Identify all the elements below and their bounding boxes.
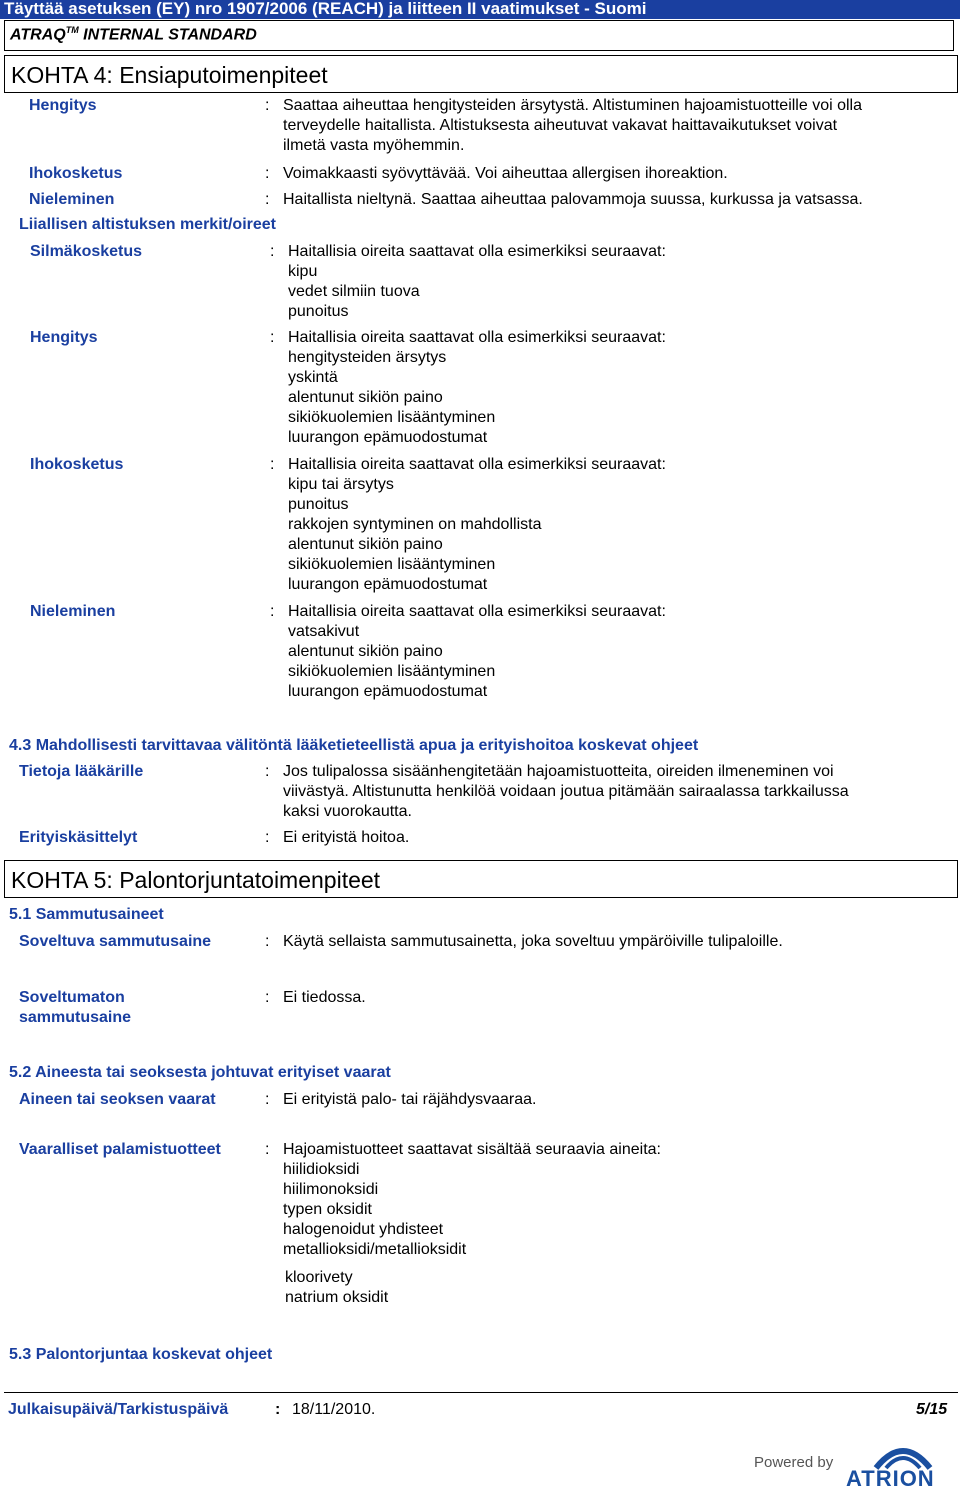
subsection-5-1-title: 5.1 Sammutusaineet xyxy=(9,906,164,923)
symptom-label-skin: Ihokosketus xyxy=(30,456,124,473)
medical-treatment-text: Ei erityistä hoitoa. xyxy=(283,829,410,846)
colon: : xyxy=(270,603,275,620)
medical-physician-text: Jos tulipalossa sisäänhengitetään hajoamistuotteita, oireiden ilmeneminen voi viivästyä. Altistunutta henkilöä voidaan joutua pitämään sairaalassa tarkkailussa kaksi vuorokautta. xyxy=(283,763,849,820)
symptom-skin-text: Haitallisia oireita saattavat olla esimerkiksi seuraavat: kipu tai ärsytys punoitus rakkojen syntyminen on mahdollista alentunut sikiön paino sikiökuolemien lisääntyminen luurangon epämuodostumat xyxy=(288,456,666,593)
regulation-text: Täyttää asetuksen (EY) nro 1907/2006 (REACH) ja liitteen II vaatimukset - Suomi xyxy=(4,0,647,18)
symptom-label-ingestion: Nieleminen xyxy=(30,603,116,620)
footer-colon: : xyxy=(275,1401,281,1418)
symptom-ingestion-text: Haitallisia oireita saattavat olla esimerkiksi seuraavat: vatsakivut alentunut sikiön paino sikiökuolemien lisääntyminen luurangon epämuodostumat xyxy=(288,603,666,700)
section-5-header xyxy=(4,860,958,898)
footer-date-label: Julkaisupäivä/Tarkistuspäivä xyxy=(8,1401,229,1418)
page-number: 5/15 xyxy=(916,1401,948,1418)
overexposure-title: Liiallisen altistuksen merkit/oireet xyxy=(19,216,276,233)
colon: : xyxy=(265,1091,270,1108)
combustion-products-label: Vaaralliset palamistuotteet xyxy=(19,1141,221,1158)
unsuitable-media-label: Soveltumaton sammutusaine xyxy=(19,989,132,1026)
suitable-media-value: Käytä sellaista sammutusainetta, joka soveltuu ympäröiville tulipaloille. xyxy=(283,933,783,950)
colon: : xyxy=(270,243,275,260)
subsection-5-3-title: 5.3 Palontorjuntaa koskevat ohjeet xyxy=(9,1346,273,1363)
colon: : xyxy=(265,763,270,780)
first-aid-label-skin: Ihokosketus xyxy=(29,165,123,182)
symptom-eye-text: Haitallisia oireita saattavat olla esimerkiksi seuraavat: kipu vedet silmiin tuova punoitus xyxy=(288,243,666,320)
atrion-logo-text: ATRION xyxy=(846,1466,935,1491)
first-aid-skin-text: Voimakkaasti syövyttävää. Voi aiheuttaa allergisen ihoreaktion. xyxy=(283,165,728,182)
first-aid-label-ingestion: Nieleminen xyxy=(29,191,115,208)
colon: : xyxy=(270,456,275,473)
colon: : xyxy=(265,1141,270,1158)
hazards-label: Aineen tai seoksen vaarat xyxy=(19,1091,216,1108)
symptom-label-eye: Silmäkosketus xyxy=(30,243,143,260)
colon: : xyxy=(265,97,270,114)
colon: : xyxy=(265,165,270,182)
hazards-value: Ei erityistä palo- tai räjähdysvaaraa. xyxy=(283,1091,537,1108)
medical-label-physician: Tietoja lääkärille xyxy=(19,763,144,780)
product-name: ATRAQ™ INTERNAL STANDARD xyxy=(10,25,257,44)
medical-label-treatment: Erityiskäsittelyt xyxy=(19,829,138,846)
unsuitable-media-value: Ei tiedossa. xyxy=(283,989,366,1006)
combustion-products-list: Hajoamistuotteet saattavat sisältää seuraavia aineita: hiilidioksidi hiilimonoksidi typen oksidit halogenoidut yhdisteet metallioksidi/metallioksidit xyxy=(283,1141,661,1258)
symptom-inhalation-text: Haitallisia oireita saattavat olla esimerkiksi seuraavat: hengitysteiden ärsytys yskintä alentunut sikiön paino sikiökuolemien lisääntyminen luurangon epämuodostumat xyxy=(288,329,666,446)
footer-divider xyxy=(4,1392,958,1393)
section-5-title: KOHTA 5: Palontorjuntatoimenpiteet xyxy=(11,867,381,893)
subsection-5-2-title: 5.2 Aineesta tai seoksesta johtuvat erityiset vaarat xyxy=(9,1064,391,1081)
first-aid-label-inhalation: Hengitys xyxy=(29,97,97,114)
colon: : xyxy=(265,989,270,1006)
suitable-media-label: Soveltuva sammutusaine xyxy=(19,933,212,950)
first-aid-ingestion-text: Haitallista nieltynä. Saattaa aiheuttaa palovammoja suussa, kurkussa ja vatsassa. xyxy=(283,191,863,208)
colon: : xyxy=(270,329,275,346)
footer-date-value: 18/11/2010. xyxy=(292,1401,376,1418)
colon: : xyxy=(265,829,270,846)
section-4-title: KOHTA 4: Ensiaputoimenpiteet xyxy=(11,62,328,88)
colon: : xyxy=(265,191,270,208)
section-4-header xyxy=(4,55,958,93)
colon: : xyxy=(265,933,270,950)
subsection-4-3-title: 4.3 Mahdollisesti tarvittavaa välitöntä lääketieteellistä apua ja erityishoitoa koskevat ohjeet xyxy=(9,737,699,754)
powered-by-text: Powered by xyxy=(754,1454,834,1471)
symptom-label-inhalation: Hengitys xyxy=(30,329,98,346)
first-aid-inhalation-text: Saattaa aiheuttaa hengitysteiden ärsytystä. Altistuminen hajoamistuotteille voi olla terveydelle haitallista. Altistuksesta aiheutuvat vakavat haittavaikutukset voivat ilmetä vasta myöhemmin. xyxy=(283,97,863,154)
combustion-products-extra: kloorivety natrium oksidit xyxy=(285,1269,389,1306)
